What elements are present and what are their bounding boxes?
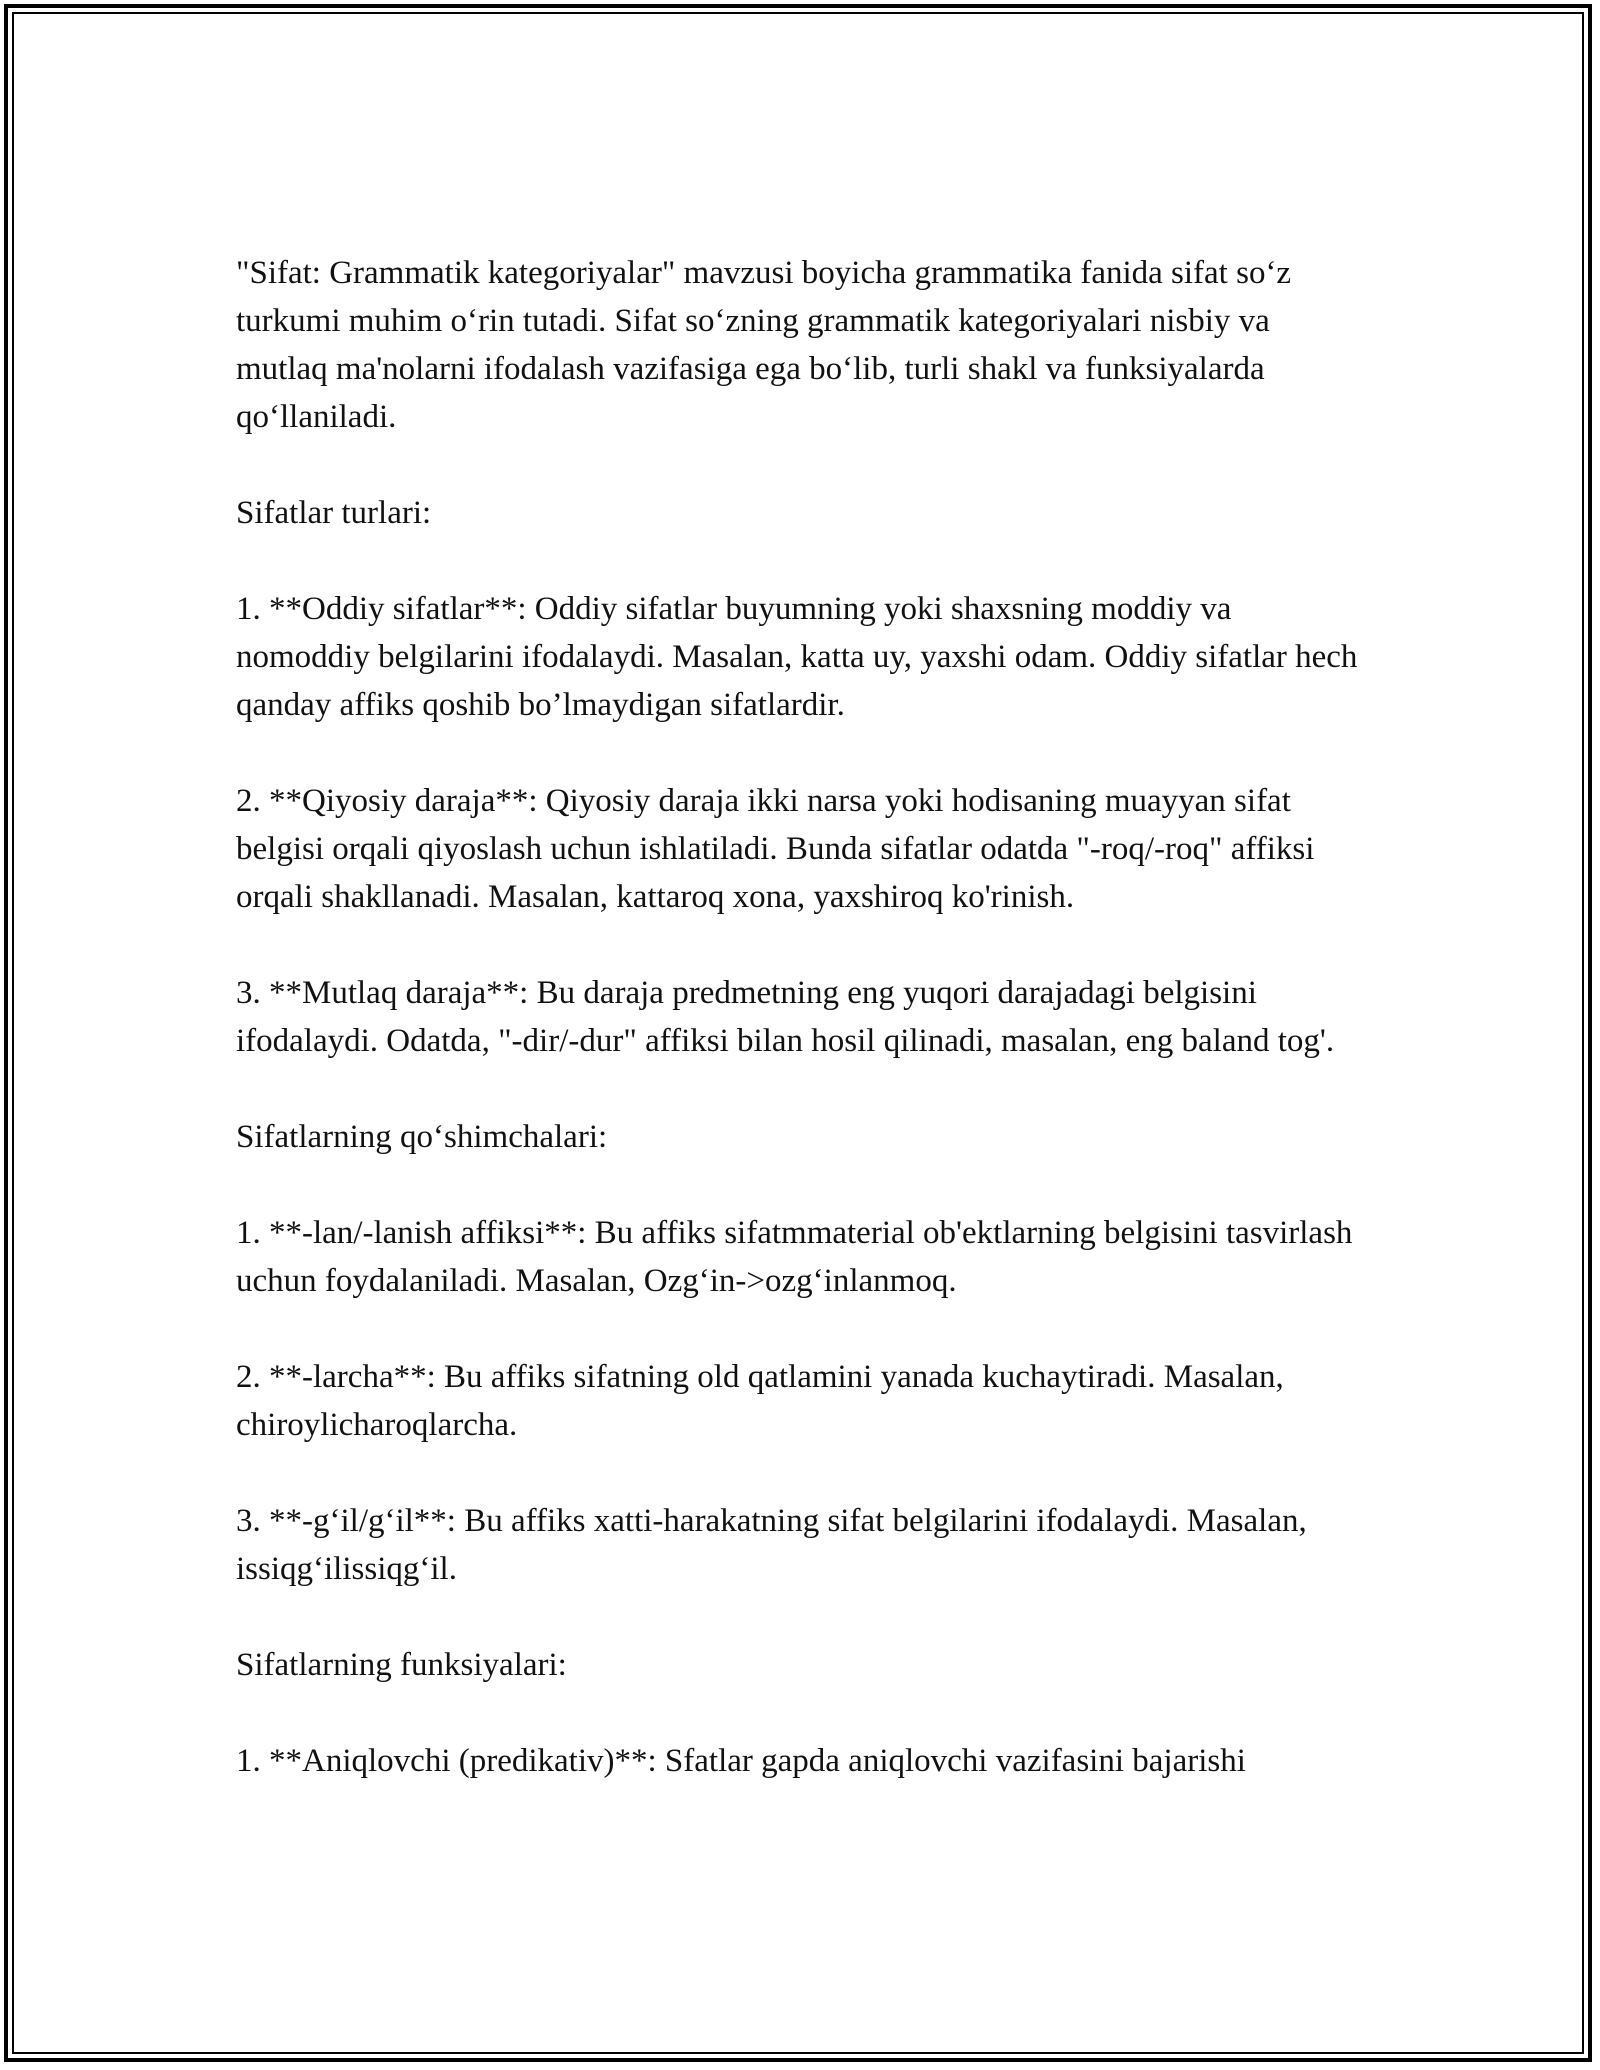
list-item-larcha-suffix: 2. **-larcha**: Bu affiks sifatning old qatlamini yanada kuchaytiradi. Masalan, chiroylicharoqlarcha. xyxy=(236,1359,1284,1443)
list-item-absolute-degree: 3. **Mutlaq daraja**: Bu daraja predmetning eng yuqori darajadagi belgisini ifodalaydi. Odatda, "-dir/-dur" affiksi bilan hosil qilinadi, masalan, eng baland tog'. xyxy=(236,975,1335,1059)
intro-paragraph: "Sifat: Grammatik kategoriyalar" mavzusi boyicha grammatika fanida sifat so‘z turkumi muhim o‘rin tutadi. Sifat so‘zning grammatik kategoriyalari nisbiy va mutlaq ma'nolarni ifodalash vazifasiga ega bo‘lib, turli shakl va funksiyalarda qo‘llaniladi. xyxy=(236,255,1292,435)
list-item-simple-adjectives: 1. **Oddiy sifatlar**: Oddiy sifatlar buyumning yoki shaxsning moddiy va nomoddiy belgilarini ifodalaydi. Masalan, katta uy, yaxshi odam. Oddiy sifatlar hech qanday affiks qoshib bo’lmaydigan sifatlardir. xyxy=(236,591,1358,723)
document-body xyxy=(236,249,1366,1833)
list-item-comparative-degree: 2. **Qiyosiy daraja**: Qiyosiy daraja ikki narsa yoki hodisaning muayyan sifat belgisi orqali qiyoslash uchun ishlatiladi. Bunda sifatlar odatda "-roq/-roq" affiksi orqali shakllanadi. Masalan, kattaroq xona, yaxshiroq ko'rinish. xyxy=(236,783,1315,915)
list-item-attributive-function: 1. **Aniqlovchi (predikativ)**: Sfatlar gapda aniqlovchi vazifasini bajarishi xyxy=(236,1743,1246,1779)
section-heading-suffixes: Sifatlarning qo‘shimchalari: xyxy=(236,1119,608,1155)
list-item-lan-suffix: 1. **-lan/-lanish affiksi**: Bu affiks sifatmmaterial ob'ektlarning belgisini tasvirlash uchun foydalaniladi. Masalan, Ozg‘in->ozg‘inlanmoq. xyxy=(236,1215,1353,1299)
section-heading-types: Sifatlar turlari: xyxy=(236,495,432,531)
section-heading-functions: Sifatlarning funksiyalari: xyxy=(236,1647,567,1683)
list-item-gil-suffix: 3. **-g‘il/g‘il**: Bu affiks xatti-harakatning sifat belgilarini ifodalaydi. Masalan, issiqg‘ilissiqg‘il. xyxy=(236,1503,1307,1587)
